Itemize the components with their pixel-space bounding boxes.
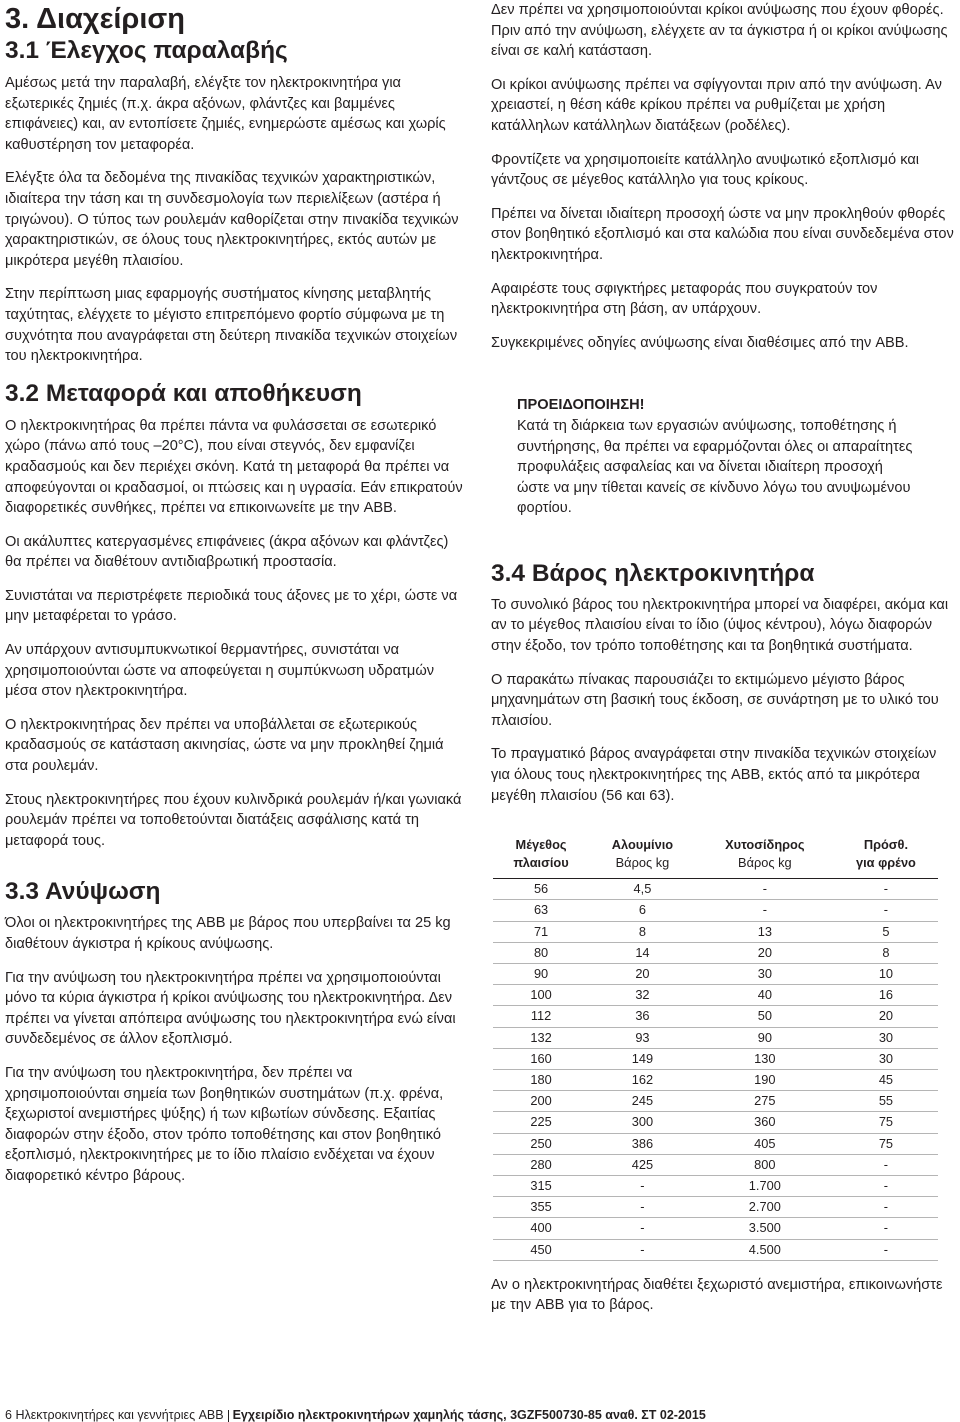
lifting-paragraph-2: Οι κρίκοι ανύψωσης πρέπει να σφίγγονται πριν από την ανύψωση. Αν χρειαστεί, η θέση κάθε κρίκου πρέπει να ρυθμίζεται με χρήση κατάλληλων κατάλληλων διατάξεων (ροδέλες). xyxy=(491,76,942,134)
table-row xyxy=(493,964,938,985)
table-cell: 30 xyxy=(834,1048,938,1069)
table-row xyxy=(493,879,938,900)
table-cell: - xyxy=(834,879,938,900)
section-3-4-paragraph-2: Ο παρακάτω πίνακας παρουσιάζει το εκτιμώμενο μέγιστο βάρος μηχανημάτων στη βασική τους έκδοση, σε συνάρτηση με το υλικό του πλαισίου. xyxy=(491,671,939,729)
header-frame-size: Μέγεθος πλαισίου xyxy=(493,832,589,879)
table-cell: 8 xyxy=(834,942,938,963)
section-3-3-paragraph-2: Για την ανύψωση του ηλεκτροκινητήρα πρέπει να χρησιμοποιούνται μόνο τα κύρια άγκιστρα ή κρίκοι ανύψωσης του ηλεκτροκινητήρα. Δεν πρέπει να γίνεται απόπειρα ανύψωσης του ηλεκτροκινητήρα ενώ είναι συνδεδεμένος σε άλλον εξοπλισμό. xyxy=(5,969,456,1048)
table-cell: 55 xyxy=(834,1091,938,1112)
table-cell: 50 xyxy=(696,1006,834,1027)
table-cell: 56 xyxy=(493,879,589,900)
table-cell: 245 xyxy=(589,1091,696,1112)
table-cell: 250 xyxy=(493,1133,589,1154)
table-row xyxy=(493,921,938,942)
section-3-4-paragraph-1: Το συνολικό βάρος του ηλεκτροκινητήρα μπορεί να διαφέρει, ακόμα και αν το μέγεθος πλαισίου είναι το ίδιο (ύψος κέντρου), λόγω διαφορών στην έξοδο, τον τρόπο τοποθέτησης και τα βοηθητικά συστήματα. xyxy=(491,596,949,655)
lifting-paragraph-4: Πρέπει να δίνεται ιδιαίτερη προσοχή ώστε να μην προκληθούν φθορές στον βοηθητικό εξοπλισμό και στα καλώδια που είναι συνδεδεμένα στον ηλεκτροκινητήρα. xyxy=(491,205,954,263)
section-3-2-paragraph-3: Συνιστάται να περιστρέφετε περιοδικά τους άξονες με το χέρι, ώστε να μην μεταφέρεται το γράσο. xyxy=(5,587,458,625)
section-3-1-paragraph-3: Στην περίπτωση μιας εφαρμογής συστήματος κίνησης μεταβλητής ταχύτητας, ελέγχετε το μέγιστο επιτρεπόμενο φορτίο σύμφωνα με τη συχνότητα που αναγράφεται στη δεύτερη πινακίδα τεχνικών στοιχείων του ηλεκτροκινητήρα. xyxy=(5,286,458,365)
lifting-paragraph-3: Φροντίζετε να χρησιμοποιείτε κατάλληλο ανυψωτικό εξοπλισμό και γάντζους σε μέγεθος κατάλληλο για τους κρίκους. xyxy=(491,151,920,189)
table-cell: - xyxy=(696,879,834,900)
table-cell: 360 xyxy=(696,1112,834,1133)
header-brake-addition: Πρόσθ. για φρένο xyxy=(834,832,938,879)
footer-left-text: Ηλεκτροκινητήρες και γεννήτριες ABB xyxy=(15,1408,224,1422)
header-cast-iron: Χυτοσίδηρος Βάρος kg xyxy=(696,832,834,879)
section-3-2-paragraph-4: Αν υπάρχουν αντισυμπυκνωτικοί θερμαντήρες, συνιστάται να χρησιμοποιούνται ώστε να αποφεύγεται η συμπύκνωση υδρατμών μέσα στον ηλεκτροκινητήρα. xyxy=(5,642,435,700)
table-cell: 132 xyxy=(493,1027,589,1048)
table-cell: - xyxy=(589,1218,696,1239)
table-cell: - xyxy=(589,1197,696,1218)
table-cell: - xyxy=(834,1239,938,1260)
table-cell: 1.700 xyxy=(696,1176,834,1197)
table-cell: 32 xyxy=(589,985,696,1006)
table-cell: 149 xyxy=(589,1048,696,1069)
section-3-4-title: 3.4 Βάρος ηλεκτροκινητήρα xyxy=(491,559,815,587)
table-cell: - xyxy=(834,1197,938,1218)
table-cell: 16 xyxy=(834,985,938,1006)
table-cell: 2.700 xyxy=(696,1197,834,1218)
lifting-paragraph-5: Αφαιρέστε τους σφιγκτήρες μεταφοράς που συγκρατούν τον ηλεκτροκινητήρα στη βάση, αν υπάρχουν. xyxy=(491,280,878,318)
table-cell: - xyxy=(589,1176,696,1197)
table-row xyxy=(493,1197,938,1218)
section-3-1-title: 3.1 Έλεγχος παραλαβής xyxy=(5,37,288,64)
table-cell: 130 xyxy=(696,1048,834,1069)
table-cell: 36 xyxy=(589,1006,696,1027)
table-cell: 90 xyxy=(696,1027,834,1048)
table-cell: 45 xyxy=(834,1070,938,1091)
table-cell: 315 xyxy=(493,1176,589,1197)
table-row xyxy=(493,900,938,921)
warning-text: Κατά τη διάρκεια των εργασιών ανύψωσης, τοποθέτησης ή συντήρησης, θα πρέπει να εφαρμόζονται όλες οι απαραίτητες προφυλάξεις ασφαλείας και να δίνεται ιδιαίτερη προσοχή ώστε να μην τίθεται κανείς σε κίνδυνο λόγω του ανυψωμένου φορτίου. xyxy=(517,417,913,517)
chapter-title: 3. Διαχείριση xyxy=(5,3,185,35)
table-cell: 20 xyxy=(834,1006,938,1027)
table-cell: 400 xyxy=(493,1218,589,1239)
section-3-2-paragraph-2: Οι ακάλυπτες κατεργασμένες επιφάνειες (άκρα αξόνων και φλάντζες) θα πρέπει να διαθέτουν αντιδιαβρωτική προστασία. xyxy=(5,533,449,571)
table-row xyxy=(493,1218,938,1239)
warning-title: ΠΡΟΕΙΔΟΠΟΙΗΣΗ! xyxy=(517,397,645,414)
table-cell: 100 xyxy=(493,985,589,1006)
table-cell: 8 xyxy=(589,921,696,942)
section-3-3-paragraph-3: Για την ανύψωση του ηλεκτροκινητήρα, δεν πρέπει να χρησιμοποιούνται σημεία των βοηθητικών συστημάτων (π.χ. φρένα, ξεχωριστοί ανεμιστήρες ψύξης) ή των κιβωτίων σύνδεσης. Εξαιτίας διαφορών στην έξοδο, στον τρόπο τοποθέτησης και στον βοηθητικό εξοπλισμό, ηλεκτροκινητήρες με το ίδιο πλαίσιο ενδέχεται να έχουν διαφορετικό κέντρο βάρους. xyxy=(5,1064,444,1184)
table-row xyxy=(493,1154,938,1175)
section-3-2-paragraph-5: Ο ηλεκτροκινητήρας δεν πρέπει να υποβάλλεται σε εξωτερικούς κραδασμούς σε κατάσταση ακινησίας, ώστε να μην προκληθεί ζημιά στα ρουλεμάν. xyxy=(5,716,444,775)
table-cell: 40 xyxy=(696,985,834,1006)
table-cell: - xyxy=(589,1239,696,1260)
table-cell: - xyxy=(834,1154,938,1175)
table-cell: 4.500 xyxy=(696,1239,834,1260)
right-column xyxy=(491,0,957,1316)
section-3-1-paragraph-2: Ελέγξτε όλα τα δεδομένα της πινακίδας τεχνικών χαρακτηριστικών, ιδιαίτερα την τάση και τη συνδεσμολογία των περιελίξεων (αστέρα ή τριγώνου). Ο τύπος των ρουλεμάν καθορίζεται στην πινακίδα τεχνικών χαρακτηριστικών, σε όλους τους ηλεκτροκινητήρες, εκτός αυτών με μικρότερα μεγέθη πλαισίου. xyxy=(5,170,459,269)
footer-right-text: Εγχειρίδιο ηλεκτροκινητήρων χαμηλής τάσης, 3GZF500730-85 αναθ. ΣΤ 02-2015 xyxy=(232,1408,706,1422)
section-3-3-paragraph-1: Όλοι οι ηλεκτροκινητήρες της ABB με βάρος που υπερβαίνει τα 25 kg διαθέτουν άγκιστρα ή κρίκους ανύψωσης. xyxy=(5,915,451,952)
table-row xyxy=(493,985,938,1006)
table-cell: 63 xyxy=(493,900,589,921)
table-cell: 275 xyxy=(696,1091,834,1112)
table-cell: 190 xyxy=(696,1070,834,1091)
table-row xyxy=(493,1239,938,1260)
table-cell: 4,5 xyxy=(589,879,696,900)
table-row xyxy=(493,1048,938,1069)
table-cell: 3.500 xyxy=(696,1218,834,1239)
warning-box xyxy=(517,395,917,519)
table-cell: 200 xyxy=(493,1091,589,1112)
section-3-2-paragraph-6: Στους ηλεκτροκινητήρες που έχουν κυλινδρικά ρουλεμάν ή/και γωνιακά ρουλεμάν πρέπει να τοποθετούνται διατάξεις ασφάλισης κατά τη μεταφορά τους. xyxy=(5,791,462,849)
table-cell: 13 xyxy=(696,921,834,942)
table-row xyxy=(493,1006,938,1027)
lifting-paragraph-6: Συγκεκριμένες οδηγίες ανύψωσης είναι διαθέσιμες από την ABB. xyxy=(491,334,909,351)
table-cell: 10 xyxy=(834,964,938,985)
lifting-paragraph-1: Δεν πρέπει να χρησιμοποιούνται κρίκοι ανύψωσης που έχουν φθορές. Πριν από την ανύψωση, ελέγχετε αν τα άγκιστρα ή οι κρίκοι ανύψωσης είναι σε καλή κατάσταση. xyxy=(491,2,948,60)
table-cell: 386 xyxy=(589,1133,696,1154)
table-cell: 280 xyxy=(493,1154,589,1175)
section-3-4-paragraph-4: Αν ο ηλεκτροκινητήρας διαθέτει ξεχωριστό ανεμιστήρα, επικοινωνήστε με την ABB για το βάρος. xyxy=(491,1276,943,1314)
page-number: 6 xyxy=(5,1408,12,1422)
table-cell: - xyxy=(696,900,834,921)
table-cell: 75 xyxy=(834,1112,938,1133)
table-cell: 425 xyxy=(589,1154,696,1175)
table-row xyxy=(493,1133,938,1154)
header-aluminium: Αλουμίνιο Βάρος kg xyxy=(589,832,696,879)
table-cell: 162 xyxy=(589,1070,696,1091)
table-cell: 14 xyxy=(589,942,696,963)
table-cell: 71 xyxy=(493,921,589,942)
table-cell: 225 xyxy=(493,1112,589,1133)
table-cell: 450 xyxy=(493,1239,589,1260)
table-row xyxy=(493,942,938,963)
section-3-1-paragraph-1: Αμέσως μετά την παραλαβή, ελέγξτε τον ηλεκτροκινητήρα για εξωτερικές ζημιές (π.χ. άκρα αξόνων, φλάντζες και βαμμένες επιφάνειες) και, αν εντοπίσετε ζημιές, ενημερώστε αμέσως και χωρίς καθυστέρηση τον μεταφορέα. xyxy=(5,75,446,153)
section-3-2-title: 3.2 Μεταφορά και αποθήκευση xyxy=(5,379,362,407)
footer-separator xyxy=(228,1410,229,1422)
table-cell: 93 xyxy=(589,1027,696,1048)
table-cell: 30 xyxy=(834,1027,938,1048)
section-3-2-paragraph-1: Ο ηλεκτροκινητήρας θα πρέπει πάντα να φυλάσσεται σε εσωτερικό χώρο (πάνω από τους –20°C), που είναι στεγνός, δεν εμφανίζει κραδασμούς και δεν περιέχει σκόνη. Κατά τη μεταφορά θα πρέπει να αποφεύγονται οι κραδασμοί, οι πτώσεις και η υγρασία. Εάν επικρατούν διαφορετικές συνθήκες, πρέπει να επικοινωνείτε με την ABB. xyxy=(5,417,463,517)
table-cell: 800 xyxy=(696,1154,834,1175)
table-cell: 160 xyxy=(493,1048,589,1069)
table-cell: 300 xyxy=(589,1112,696,1133)
section-3-3-title: 3.3 Ανύψωση xyxy=(5,878,161,906)
weight-table-header-row xyxy=(493,832,938,879)
table-cell: 5 xyxy=(834,921,938,942)
weight-table xyxy=(493,832,938,1261)
table-row xyxy=(493,1027,938,1048)
table-row xyxy=(493,1070,938,1091)
table-cell: 112 xyxy=(493,1006,589,1027)
table-cell: 90 xyxy=(493,964,589,985)
table-cell: 80 xyxy=(493,942,589,963)
left-column xyxy=(5,0,463,1187)
table-row xyxy=(493,1112,938,1133)
table-cell: 30 xyxy=(696,964,834,985)
table-cell: - xyxy=(834,1218,938,1239)
table-cell: 405 xyxy=(696,1133,834,1154)
table-cell: - xyxy=(834,900,938,921)
table-row xyxy=(493,1091,938,1112)
page-footer xyxy=(5,1408,706,1422)
table-cell: 20 xyxy=(589,964,696,985)
table-cell: 75 xyxy=(834,1133,938,1154)
table-cell: 6 xyxy=(589,900,696,921)
section-3-4-paragraph-3: Το πραγματικό βάρος αναγράφεται στην πινακίδα τεχνικών στοιχείων για όλους τους ηλεκτροκινητήρες της ABB, εκτός από τα μικρότερα μεγέθη πλαισίου (56 και 63). xyxy=(491,746,937,804)
table-cell: 180 xyxy=(493,1070,589,1091)
table-cell: 20 xyxy=(696,942,834,963)
table-row xyxy=(493,1176,938,1197)
table-cell: 355 xyxy=(493,1197,589,1218)
table-cell: - xyxy=(834,1176,938,1197)
